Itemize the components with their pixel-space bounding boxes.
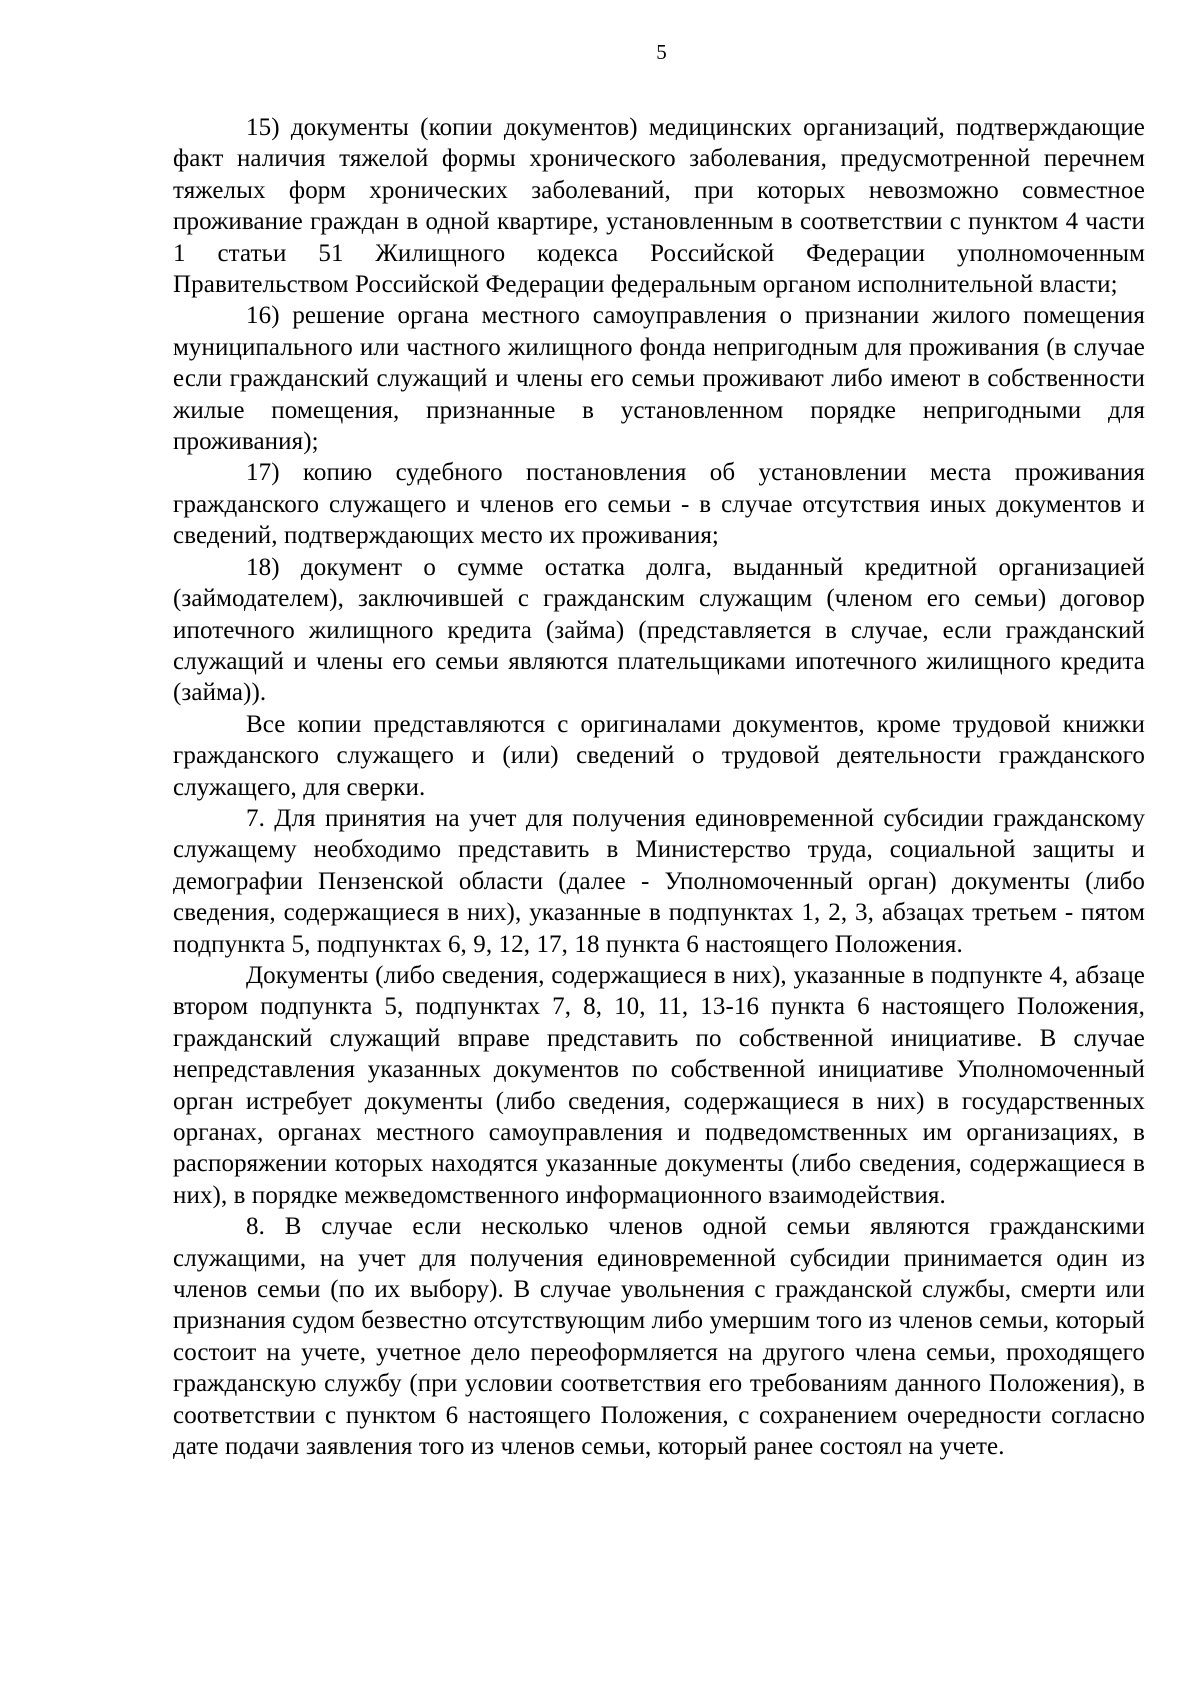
document-body xyxy=(173,112,1145,1462)
page-number: 5 xyxy=(656,40,667,64)
paragraph-item-16: 16) решение органа местного самоуправления о признании жилого помещения муниципального или частного жилищного фонда непригодным для проживания (в случае если гражданский служащий и члены его семьи проживают либо имеют в собственности жилые помещения, признанные в установленном порядке непригодными для проживания); xyxy=(173,302,1145,456)
paragraph-clause-8: 8. В случае если несколько членов одной семьи являются гражданскими служащими, на учет для получения единовременной субсидии принимается один из членов семьи (по их выбору). В случае увольнения с гражданской службы, смерти или признания судом безвестно отсутствующим либо умершим того из членов семьи, который состоит на учете, учетное дело переоформляется на другого члена семьи, проходящего гражданскую службу (при условии соответствия его требованиям данного Положения), в соответствии с пунктом 6 настоящего Положения, с сохранением очередности согласно дате подачи заявления того из членов семьи, который ранее состоял на учете. xyxy=(173,1213,1145,1461)
paragraph-clause-7-documents: Документы (либо сведения, содержащиеся в них), указанные в подпункте 4, абзаце втором подпункта 5, подпунктах 7, 8, 10, 11, 13-16 пункта 6 настоящего Положения, гражданский служащий вправе представить по собственной инициативе. В случае непредставления указанных документов по собственной инициативе Уполномоченный орган истребует документы (либо сведения, содержащиеся в них) в государственных органах, органах местного самоуправления и подведомственных им организациях, в распоряжении которых находятся указанные документы (либо сведения, содержащиеся в них), в порядке межведомственного информационного взаимодействия. xyxy=(173,961,1145,1209)
paragraph-item-17: 17) копию судебного постановления об установлении места проживания гражданского служащего и членов его семьи - в случае отсутствия иных документов и сведений, подтверждающих место их проживания; xyxy=(173,459,1145,550)
paragraph-clause-7: 7. Для принятия на учет для получения единовременной субсидии гражданскому служащему необходимо представить в Министерство труда, социальной защиты и демографии Пензенской области (далее - Уполномоченный орган) документы (либо сведения, содержащиеся в них), указанные в подпунктах 1, 2, 3, абзацах третьем - пятом подпункта 5, подпунктах 6, 9, 12, 17, 18 пункта 6 настоящего Положения. xyxy=(173,804,1145,958)
paragraph-copies-note: Все копии представляются с оригиналами документов, кроме трудовой книжки гражданского служащего и (или) сведений о трудовой деятельности гражданского служащего, для сверки. xyxy=(173,710,1145,801)
paragraph-item-18: 18) документ о сумме остатка долга, выданный кредитной организацией (займодателем), заключившей с гражданским служащим (членом его семьи) договор ипотечного жилищного кредита (займа) (представляется в случае, если гражданский служащий и члены его семьи являются плательщиками ипотечного жилищного кредита (займа)). xyxy=(173,553,1145,707)
paragraph-item-15: 15) документы (копии документов) медицинских организаций, подтверждающие факт наличия тяжелой формы хронического заболевания, предусмотренной перечнем тяжелых форм хронических заболеваний, при которых невозможно совместное проживание граждан в одной квартире, установленным в соответствии с пунктом 4 части 1 статьи 51 Жилищного кодекса Российской Федерации уполномоченным Правительством Российской Федерации федеральным органом исполнительной власти; xyxy=(173,114,1145,299)
